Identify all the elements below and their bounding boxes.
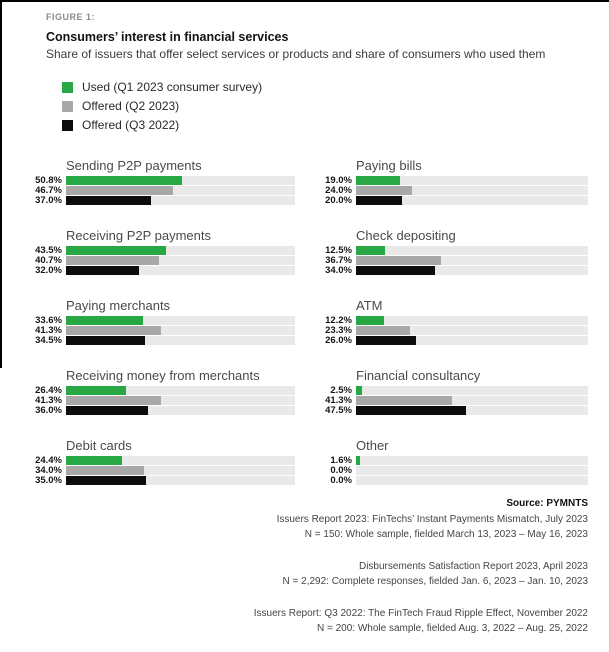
legend-label: Used (Q1 2023 consumer survey) bbox=[82, 80, 263, 95]
chart-group bbox=[16, 228, 295, 276]
bar-row bbox=[16, 456, 295, 465]
source-label: Source: PYMNTS bbox=[506, 498, 588, 510]
chart-group bbox=[306, 298, 588, 346]
bar-row bbox=[16, 186, 295, 195]
bar-value-label: 12.5% bbox=[325, 244, 352, 256]
bar-value-label: 46.7% bbox=[35, 184, 62, 196]
bar-track bbox=[356, 386, 588, 395]
bar-value-label: 47.5% bbox=[325, 404, 352, 416]
bar-row bbox=[16, 476, 295, 485]
bar-offered-q3 bbox=[356, 406, 466, 415]
bar-value-label: 32.0% bbox=[35, 264, 62, 276]
chart-group-title: Sending P2P payments bbox=[66, 158, 202, 174]
bar-row bbox=[306, 186, 588, 195]
bar-value-label: 12.2% bbox=[325, 314, 352, 326]
bar-track bbox=[356, 406, 588, 415]
bar-offered-q2 bbox=[356, 186, 412, 195]
bar-value-label: 50.8% bbox=[35, 174, 62, 186]
bar-offered-q2 bbox=[66, 466, 144, 475]
chart-group bbox=[306, 368, 588, 416]
bar-row bbox=[16, 246, 295, 255]
bar-row bbox=[16, 326, 295, 335]
bar-row bbox=[16, 336, 295, 345]
bar-value-label: 26.4% bbox=[35, 384, 62, 396]
bar-row bbox=[306, 466, 588, 475]
bar-offered-q2 bbox=[356, 396, 452, 405]
bar-row bbox=[16, 386, 295, 395]
bar-offered-q2 bbox=[356, 326, 410, 335]
bar-track bbox=[66, 396, 295, 405]
bar-value-label: 35.0% bbox=[35, 474, 62, 486]
bar-track bbox=[356, 466, 588, 475]
bar-value-label: 1.6% bbox=[330, 454, 352, 466]
bar-offered-q2 bbox=[356, 256, 441, 265]
bar-row bbox=[16, 176, 295, 185]
bar-value-label: 20.0% bbox=[325, 194, 352, 206]
bar-track bbox=[356, 176, 588, 185]
chart-group bbox=[306, 228, 588, 276]
bar-offered-q2 bbox=[66, 396, 161, 405]
bar-offered-q3 bbox=[356, 336, 416, 345]
bar-row bbox=[306, 266, 588, 275]
charts-grid bbox=[16, 158, 610, 486]
bar-track bbox=[356, 316, 588, 325]
bar-track bbox=[356, 336, 588, 345]
bar-value-label: 24.4% bbox=[35, 454, 62, 466]
bar-used bbox=[356, 176, 400, 185]
bar-row bbox=[16, 406, 295, 415]
legend-item bbox=[62, 118, 610, 132]
bar-row bbox=[16, 256, 295, 265]
bar-value-label: 2.5% bbox=[330, 384, 352, 396]
figure-title: Consumers’ interest in financial services bbox=[46, 30, 289, 44]
bar-offered-q2 bbox=[66, 326, 161, 335]
bar-value-label: 24.0% bbox=[325, 184, 352, 196]
bar-track bbox=[66, 456, 295, 465]
chart-group-title: Financial consultancy bbox=[356, 368, 481, 384]
bar-row bbox=[16, 466, 295, 475]
bar-track bbox=[66, 406, 295, 415]
bar-row bbox=[306, 456, 588, 465]
bar-row bbox=[306, 176, 588, 185]
chart-group bbox=[16, 158, 295, 206]
bar-value-label: 36.0% bbox=[35, 404, 62, 416]
bar-row bbox=[306, 406, 588, 415]
bar-value-label: 41.3% bbox=[325, 394, 352, 406]
source-note-line: Issuers Report 2023: FinTechs’ Instant Payments Mismatch, July 2023 bbox=[276, 513, 588, 525]
bar-track bbox=[66, 466, 295, 475]
chart-group bbox=[16, 298, 295, 346]
bar-track bbox=[66, 256, 295, 265]
bar-offered-q3 bbox=[356, 266, 435, 275]
bar-row bbox=[16, 316, 295, 325]
chart-group bbox=[16, 368, 295, 416]
bar-track bbox=[356, 186, 588, 195]
bar-used bbox=[356, 456, 360, 465]
legend-swatch-used bbox=[62, 82, 73, 93]
bar-track bbox=[356, 256, 588, 265]
bar-value-label: 19.0% bbox=[325, 174, 352, 186]
legend-item bbox=[62, 80, 610, 94]
bar-value-label: 23.3% bbox=[325, 324, 352, 336]
bar-value-label: 33.6% bbox=[35, 314, 62, 326]
bar-offered-q3 bbox=[66, 196, 151, 205]
bar-offered-q3 bbox=[66, 336, 145, 345]
bar-offered-q3 bbox=[66, 266, 139, 275]
bar-offered-q3 bbox=[356, 196, 402, 205]
chart-group bbox=[306, 438, 588, 486]
chart-group-title: Paying merchants bbox=[66, 298, 171, 314]
bar-row bbox=[16, 196, 295, 205]
bar-used bbox=[66, 316, 143, 325]
chart-group bbox=[16, 438, 295, 486]
bar-track bbox=[66, 186, 295, 195]
bar-row bbox=[306, 396, 588, 405]
bar-row bbox=[16, 396, 295, 405]
chart-group-title: Check depositing bbox=[356, 228, 456, 244]
bar-track bbox=[66, 316, 295, 325]
chart-group-title: Receiving P2P payments bbox=[66, 228, 212, 244]
bar-track bbox=[356, 456, 588, 465]
bar-offered-q2 bbox=[66, 256, 159, 265]
source-note-line: N = 2,292: Complete responses, fielded Jan. 6, 2023 – Jan. 10, 2023 bbox=[282, 576, 588, 588]
legend-label: Offered (Q2 2023) bbox=[82, 99, 180, 114]
bar-value-label: 36.7% bbox=[325, 254, 352, 266]
legend-item bbox=[62, 99, 610, 113]
legend-swatch-offered-q3 bbox=[62, 120, 73, 131]
bar-used bbox=[356, 386, 362, 395]
bar-offered-q3 bbox=[66, 406, 148, 415]
chart-group-title: Debit cards bbox=[66, 438, 132, 454]
source-note-group bbox=[0, 606, 588, 637]
legend bbox=[62, 80, 610, 132]
bar-value-label: 26.0% bbox=[325, 334, 352, 346]
bar-track bbox=[356, 396, 588, 405]
bar-row bbox=[306, 246, 588, 255]
bar-track bbox=[356, 326, 588, 335]
bar-track bbox=[66, 476, 295, 485]
bar-value-label: 37.0% bbox=[35, 194, 62, 206]
source-note-line: Issuers Report: Q3 2022: The FinTech Fraud Ripple Effect, November 2022 bbox=[253, 607, 588, 619]
bar-offered-q2 bbox=[66, 186, 173, 195]
bar-value-label: 0.0% bbox=[330, 464, 352, 476]
bar-value-label: 43.5% bbox=[35, 244, 62, 256]
bar-track bbox=[356, 476, 588, 485]
figure-label: FIGURE 1: bbox=[46, 12, 96, 22]
bar-value-label: 41.3% bbox=[35, 324, 62, 336]
bar-value-label: 34.5% bbox=[35, 334, 62, 346]
legend-label: Offered (Q3 2022) bbox=[82, 118, 180, 133]
chart-group-title: ATM bbox=[356, 298, 383, 314]
bar-used bbox=[66, 386, 126, 395]
bar-value-label: 34.0% bbox=[325, 264, 352, 276]
bar-value-label: 41.3% bbox=[35, 394, 62, 406]
chart-group-title: Other bbox=[356, 438, 389, 454]
bar-track bbox=[356, 196, 588, 205]
source-block bbox=[0, 496, 610, 637]
bar-row bbox=[306, 256, 588, 265]
bar-value-label: 40.7% bbox=[35, 254, 62, 266]
legend-swatch-offered-q2 bbox=[62, 101, 73, 112]
bar-row bbox=[306, 476, 588, 485]
figure-subtitle: Share of issuers that offer select services or products and share of consumers who used them bbox=[46, 47, 546, 61]
bar-row bbox=[306, 336, 588, 345]
bar-used bbox=[356, 316, 384, 325]
chart-group-title: Receiving money from merchants bbox=[66, 368, 260, 384]
bar-used bbox=[66, 246, 166, 255]
bar-track bbox=[66, 386, 295, 395]
bar-used bbox=[66, 176, 182, 185]
bar-track bbox=[66, 176, 295, 185]
bar-track bbox=[66, 246, 295, 255]
bar-track bbox=[66, 326, 295, 335]
source-note-group bbox=[0, 512, 588, 543]
source-note-line: Disbursements Satisfaction Report 2023, April 2023 bbox=[358, 560, 588, 572]
source-note-line: N = 150: Whole sample, fielded March 13, 2023 – May 16, 2023 bbox=[304, 529, 588, 541]
bar-track bbox=[356, 266, 588, 275]
bar-value-label: 0.0% bbox=[330, 474, 352, 486]
bar-value-label: 34.0% bbox=[35, 464, 62, 476]
bar-track bbox=[356, 246, 588, 255]
bar-row bbox=[306, 196, 588, 205]
source-note-group bbox=[0, 559, 588, 590]
chart-group bbox=[306, 158, 588, 206]
bar-row bbox=[16, 266, 295, 275]
bar-track bbox=[66, 196, 295, 205]
chart-group-title: Paying bills bbox=[356, 158, 422, 174]
bar-offered-q3 bbox=[66, 476, 146, 485]
bar-row bbox=[306, 386, 588, 395]
bar-row bbox=[306, 326, 588, 335]
bar-track bbox=[66, 266, 295, 275]
bar-row bbox=[306, 316, 588, 325]
bar-track bbox=[66, 336, 295, 345]
bar-used bbox=[66, 456, 122, 465]
bar-used bbox=[356, 246, 385, 255]
source-note-line: N = 200: Whole sample, fielded Aug. 3, 2022 – Aug. 25, 2022 bbox=[316, 623, 588, 635]
